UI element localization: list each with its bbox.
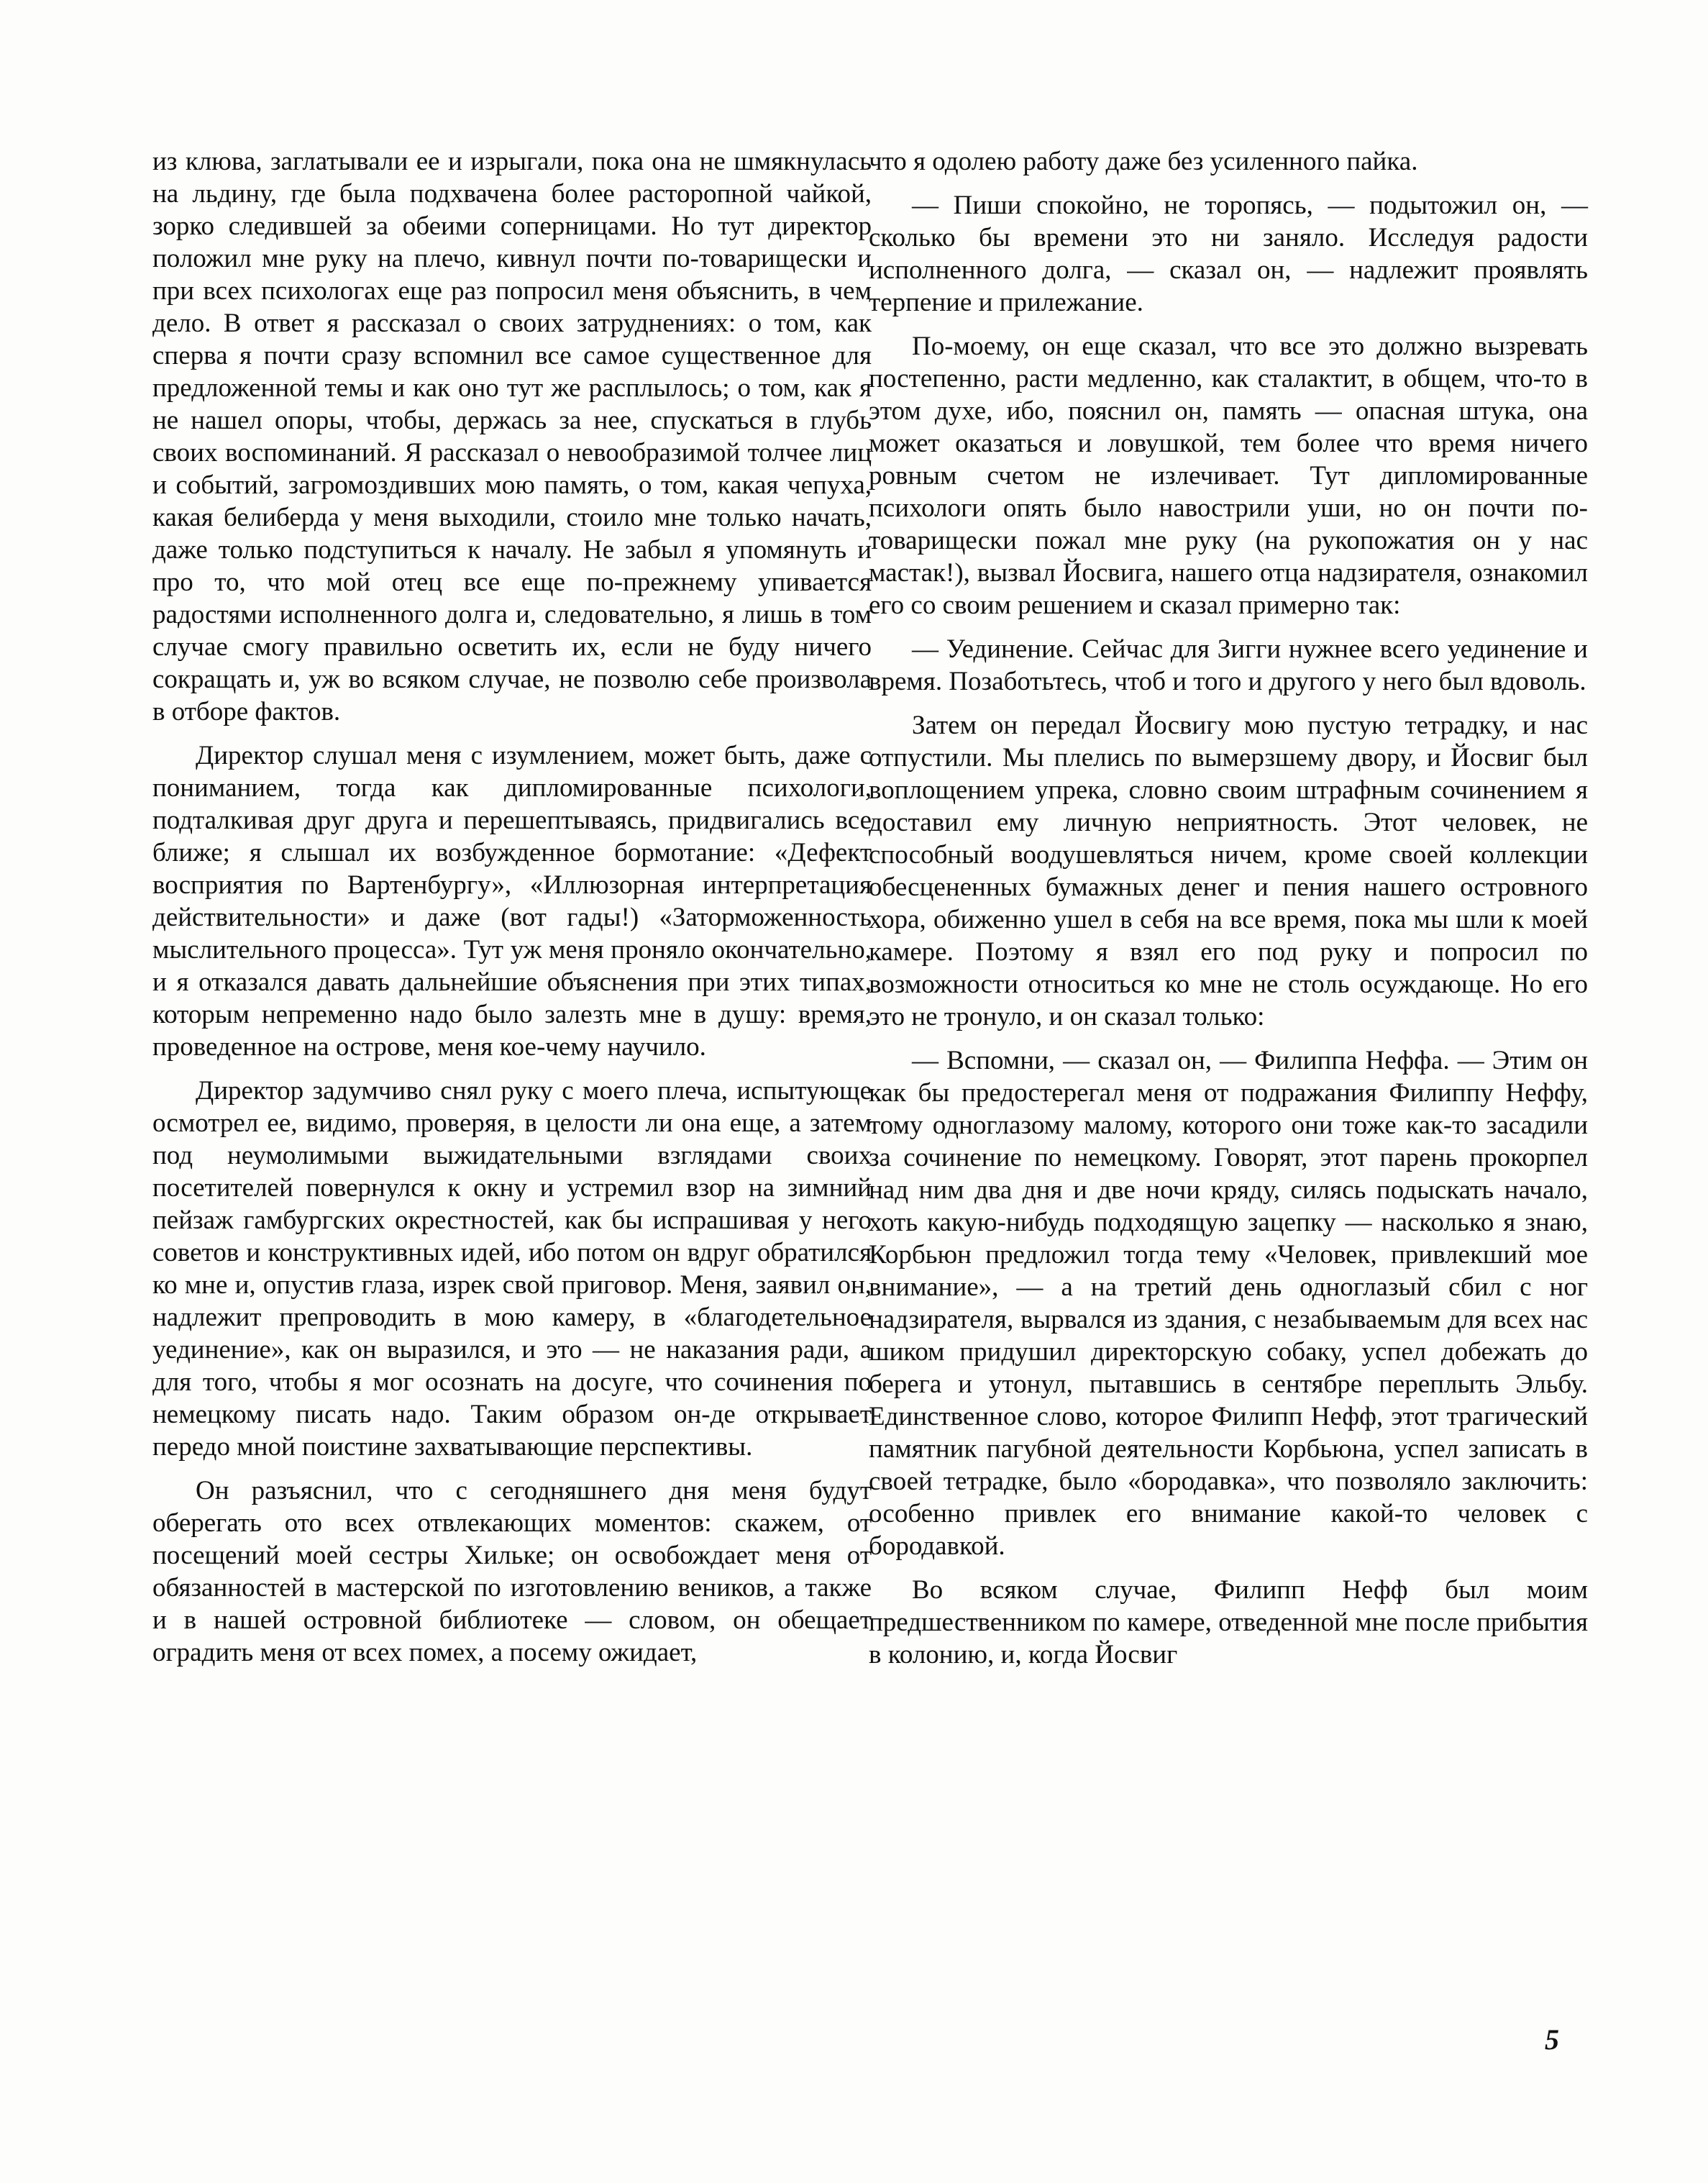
left-text-column	[152, 145, 872, 1669]
paragraph: Он разъяснил, что с сегодняшнего дня меня будут оберегать ото всех отвлекающих моментов: скажем, от посещений моей сестры Хильке; он освобождает меня от обязанностей в мастерской по изготовлению веников, а также и в нашей островной библиотеке — словом, он обещает оградить меня от всех помех, а посему ожидает,	[152, 1476, 872, 1667]
paragraph: По-моему, он еще сказал, что все это должно вызревать постепенно, расти медленно, как сталактит, в общем, что-то в этом духе, ибо, пояснил он, память — опасная штука, она может оказаться и ловушкой, тем более что время ничего ровным счетом не излечивает. Тут дипломированные психологи опять было навострили уши, но он почти по-товарищески пожал мне руку (на рукопожатия он у нас мастак!), вызвал Йосвига, нашего отца надзирателя, ознакомил его со своим решением и сказал примерно так:	[869, 332, 1588, 620]
right-text-column	[869, 145, 1588, 1671]
paragraph: из клюва, заглатывали ее и изрыгали, пока она не шмякнулась на льдину, где была подхвачена более расторопной чайкой, зорко следившей за обеими соперницами. Но тут директор положил мне руку на плечо, кивнул почти по-товарищески и при всех психологах еще раз попросил меня объяснить, в чем дело. В ответ я рассказал о своих затруднениях: о том, как сперва я почти сразу вспомнил все самое существенное для предложенной темы и как оно тут же расплылось; о том, как я не нашел опоры, чтобы, держась за нее, спускаться в глубь своих воспоминаний. Я рассказал о невообразимой толчее лиц и событий, загромоздивших мою память, о том, какая чепуха, какая белиберда у меня выходили, стоило мне только начать, даже только подступиться к началу. Не забыл я упомянуть и про то, что мой отец все еще по-прежнему упивается радостями исполненного долга и, следовательно, я лишь в том случае смогу правильно осветить их, если не буду ничего сокращать и, уж во всяком случае, не позволю себе произвола в отборе фактов.	[152, 147, 872, 726]
paragraph: — Вспомни, — сказал он, — Филиппа Неффа. — Этим он как бы предостерегал меня от подражания Филиппу Неффу, тому одноглазому малому, которого они тоже как-то засадили за сочинение по немецкому. Говорят, этот парень прокорпел над ним два дня и две ночи кряду, силясь подыскать начало, хоть какую-нибудь подходящую зацепку — насколько я знаю, Корбьюн предложил тогда тему «Человек, привлекший мое внимание», — а на третий день одноглазый сбил с ног надзирателя, вырвался из здания, с незабываемым для всех нас шиком придушил директорскую собаку, успел добежать до берега и утонул, пытавшись в сентябре переплыть Эльбу. Единственное слово, которое Филипп Нефф, этот трагический памятник пагубной деятельности Корбьюна, успел записать в своей тетрадке, было «бородавка», что позволяло заключить: особенно привлек его внимание какой-то человек с бородавкой.	[869, 1046, 1588, 1561]
paragraph: Директор задумчиво снял руку с моего плеча, испытующе осмотрел ее, видимо, проверяя, в целости ли она еще, а затем под неумолимыми выжидательными взглядами своих посетителей повернулся к окну и устремил взор на зимний пейзаж гамбургских окрестностей, как бы испрашивая у него советов и конструктивных идей, ибо потом он вдруг обратился ко мне и, опустив глаза, изрек свой приговор. Меня, заявил он, надлежит препроводить в мою камеру, в «благодетельное уединение», как он выразился, и это — не наказания ради, а для того, чтобы я мог осознать на досуге, что сочинения по немецкому писать надо. Таким образом он-де открывает передо мной поистине захватывающие перспективы.	[152, 1076, 872, 1462]
paragraph: Во всяком случае, Филипп Нефф был моим предшественником по камере, отведенной мне после прибытия в колонию, и, когда Йосвиг	[869, 1575, 1588, 1669]
paragraph: что я одолею работу даже без усиленного пайка.	[869, 147, 1418, 176]
paragraph: — Уединение. Сейчас для Зигги нужнее всего уединение и время. Позаботьтесь, чтоб и того и другого у него был вдоволь.	[869, 634, 1588, 696]
paragraph: Затем он передал Йосвигу мою пустую тетрадку, и нас отпустили. Мы плелись по вымерзшему двору, и Йосвиг был воплощением упрека, словно своим штрафным сочинением я доставил ему личную неприятность. Этот человек, не способный воодушевляться ничем, кроме своей коллекции обесцененных бумажных денег и пения нашего островного хора, обиженно ушел в себя на все время, пока мы шли к моей камере. Поэтому я взял его под руку и попросил по возможности относиться ко мне не столь осуждающе. Но его это не тронуло, и он сказал только:	[869, 711, 1588, 1031]
page-number: 5	[1545, 2023, 1559, 2056]
paragraph: — Пиши спокойно, не торопясь, — подытожил он, — сколько бы времени это ни заняло. Исследуя радости исполненного долга, — сказал он, — надлежит проявлять терпение и прилежание.	[869, 191, 1588, 317]
paragraph: Директор слушал меня с изумлением, может быть, даже с пониманием, тогда как дипломированные психологи, подталкивая друг друга и перешептываясь, придвигались все ближе; я слышал их возбужденное бормотание: «Дефект восприятия по Вартенбургу», «Иллюзорная интерпретация действительности» и даже (вот гады!) «Заторможенность мыслительного процесса». Тут уж меня проняло окончательно, и я отказался давать дальнейшие объяснения при этих типах, которым непременно надо было залезть мне в душу: время, проведенное на острове, меня кое-чему научило.	[152, 741, 872, 1062]
